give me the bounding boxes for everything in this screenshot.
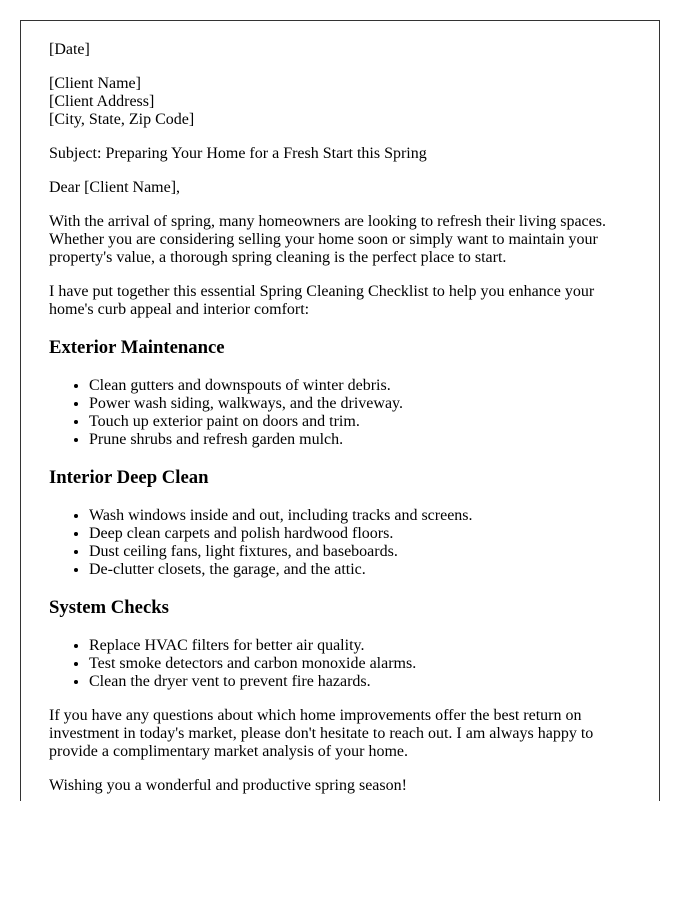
checklist-item: • Deep clean carpets and polish hardwood floors.	[89, 525, 631, 543]
closing-paragraph: Wishing you a wonderful and productive spring season!	[49, 777, 407, 794]
recipient-block	[49, 75, 631, 129]
recipient-address: [Client Address]	[49, 93, 155, 110]
letter-document	[21, 21, 659, 801]
section-interior-deep-clean	[49, 467, 631, 579]
letter-salutation: Dear [Client Name],	[49, 179, 181, 196]
intro-paragraph: With the arrival of spring, many homeowners are looking to refresh their living spaces. Whether you are considering selling your home soon or simply want to maintain your property's value, a thorough spring cleaning is the perfect place to start.	[49, 213, 606, 266]
checklist-item: • Test smoke detectors and carbon monoxide alarms.	[89, 655, 631, 673]
intro-paragraph: I have put together this essential Spring Cleaning Checklist to help you enhance your home's curb appeal and interior comfort:	[49, 283, 595, 318]
checklist-item: • Dust ceiling fans, light fixtures, and baseboards.	[89, 543, 631, 561]
letter-date: [Date]	[49, 41, 90, 58]
section-heading: Interior Deep Clean	[49, 467, 209, 488]
checklist-item: • Clean gutters and downspouts of winter debris.	[89, 377, 631, 395]
checklist	[49, 507, 631, 579]
letter-subject: Subject: Preparing Your Home for a Fresh Start this Spring	[49, 145, 427, 162]
section-exterior-maintenance	[49, 337, 631, 449]
recipient-name: [Client Name]	[49, 75, 141, 92]
checklist	[49, 637, 631, 691]
checklist-item: • Wash windows inside and out, including tracks and screens.	[89, 507, 631, 525]
closing-paragraph: If you have any questions about which home improvements offer the best return on investment in today's market, please don't hesitate to reach out. I am always happy to provide a complimentary market analysis of your home.	[49, 707, 594, 760]
checklist-item: • Clean the dryer vent to prevent fire hazards.	[89, 673, 631, 691]
recipient-city-state-zip: [City, State, Zip Code]	[49, 111, 195, 128]
section-heading: Exterior Maintenance	[49, 337, 225, 358]
letter-viewport	[20, 20, 660, 801]
checklist-item: • Replace HVAC filters for better air quality.	[89, 637, 631, 655]
checklist-item: • Power wash siding, walkways, and the driveway.	[89, 395, 631, 413]
section-heading: System Checks	[49, 597, 169, 618]
checklist-item: • Prune shrubs and refresh garden mulch.	[89, 431, 631, 449]
section-system-checks	[49, 597, 631, 691]
checklist-item: • De-clutter closets, the garage, and the attic.	[89, 561, 631, 579]
checklist	[49, 377, 631, 449]
checklist-item: • Touch up exterior paint on doors and trim.	[89, 413, 631, 431]
